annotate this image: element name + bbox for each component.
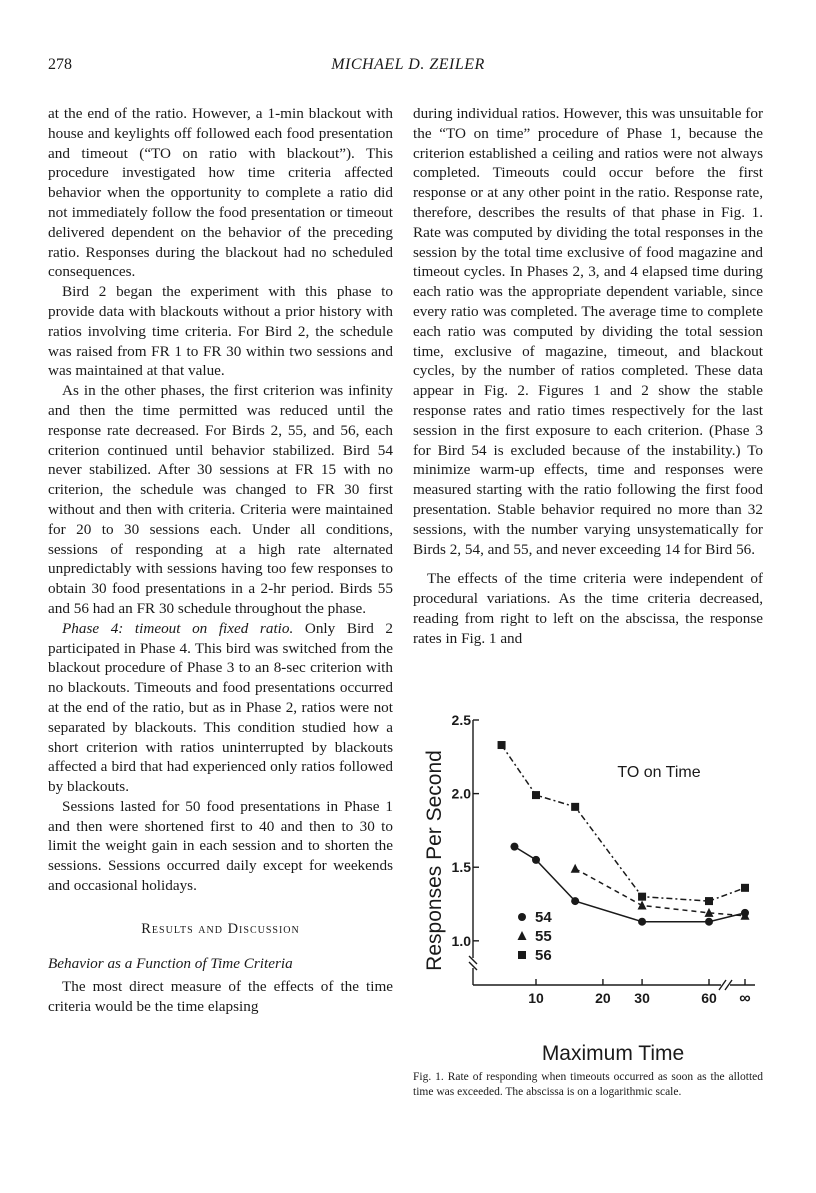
page-number: 278 (48, 56, 72, 73)
paragraph: As in the other phases, the first criterion was infinity and then the time permitted was reduced until the response rate decreased. For Birds 2, 55, and 56, each criterion continued until behavior stabilized. Bird 54 never stabilized. After 30 sessions at FR 15 with no criterion, the schedule was changed to FR 30 first without and then with criteria. Criteria were maintained for 20 to 30 sessions each. Under all conditions, sessions of responding at a high rate alternated unpredictably with sessions having too few responses to obtain 30 food presentations in a 2-hr period. Birds 55 and 56 had an FR 30 schedule throughout the phase. (48, 382, 393, 617)
legend-label-56: 56 (535, 947, 552, 964)
data-point-54 (705, 918, 713, 926)
subsection-heading: Behavior as a Function of Time Criteria (48, 954, 293, 972)
data-point-55 (705, 908, 714, 917)
phase-4-text: Only Bird 2 participated in Phase 4. This bird was switched from the blackout procedure of Phase 3 to an 8-sec criterion with no blackouts. Timeouts and food presentations occurred at the end of the ratio, but as in Phase 2, ratios were not separated by blackouts. This condition studied how a short criterion with ratios uninterrupted by blackouts affected a bird that had experienced only ratios followed by blackouts. (48, 619, 393, 796)
y-tick-label: 1.5 (451, 859, 471, 876)
data-point-55 (571, 864, 580, 873)
legend-marker-54 (518, 913, 526, 921)
x-tick-label: 20 (595, 990, 611, 1006)
running-head: MICHAEL D. ZEILER (331, 56, 485, 73)
y-axis-title: Responses Per Second (423, 750, 446, 971)
y-tick-label: 2.5 (451, 712, 471, 728)
data-point-54 (571, 897, 579, 905)
legend-label-54: 54 (535, 909, 552, 926)
phase-4-heading: Phase 4: timeout on fixed ratio. (62, 619, 294, 637)
x-axis-title: Maximum Time (541, 1042, 685, 1065)
paragraph: The most direct measure of the effects of the time criteria would be the time elapsing (48, 978, 393, 1016)
paragraph: during individual ratios. However, this was unsuitable for the “TO on time” procedure of Phase 1, because the criterion established a ceiling and ratios were not always completed. Timeouts could occur before the first response or at any other point in the ratio. Response rate, therefore, describes the results of that phase in Fig. 1. Rate was computed by dividing the total responses in the session by the total time exclusive of food magazine and timeout cycles. In Phases 2, 3, and 4 elapsed time during each ratio was the appropriate dependent variable, since every ratio was completed. The average time to complete each ratio was computed by dividing the total session time, exclusive of magazine, timeout, and blackout cycles, by the number of ratios completed. These data appear in Fig. 2. Figures 1 and 2 show the stable response rates and ratio times respectively for the last session in the first exposure to each criterion. (Phase 3 for Bird 54 is excluded because of the instability.) To minimize warm-up effects, time and responses were measured starting with the ratio following the first food presentation. Stable behavior required no more than 32 sessions, with the number varying unsystematically for Birds 2, 54, and 55, and never exceeding 14 for Bird 56. (413, 105, 763, 558)
response-rate-chart (413, 700, 763, 1070)
x-tick-label: ∞ (739, 990, 751, 1007)
data-point-56 (638, 893, 646, 901)
paragraph: at the end of the ratio. However, a 1-min blackout with house and keylights off followed each food presentation and timeout (“TO on ratio with blackout”). This procedure investigated how time criteria affected behavior when the opportunity to complete a ratio did not immediately follow the food presentation or timeout delivered dependent on the behavior of the preceding ratio. Responses during the blackout had no scheduled consequences. (48, 105, 393, 281)
data-point-54 (510, 843, 518, 851)
page-header (0, 56, 816, 80)
x-tick-label: 60 (701, 990, 717, 1006)
paragraph: Sessions lasted for 50 food presentations in Phase 1 and then were shortened first to 40 and then to 30 to limit the weight gain in each session and to shorten the sessions. Sessions occurred daily except for weekends and occasional holidays. (48, 797, 393, 895)
y-tick-label: 1.0 (451, 932, 471, 949)
paragraph (48, 619, 393, 797)
data-point-55 (638, 901, 647, 910)
paragraph: Bird 2 began the experiment with this phase to provide data with blackouts without a prior history with ratios involving time criteria. For Bird 2, the schedule was raised from FR 1 to FR 30 within two sessions and was maintained at that value. (48, 283, 393, 380)
y-tick-label: 2.0 (451, 785, 471, 802)
left-column (48, 104, 393, 1017)
right-column (413, 104, 763, 649)
data-point-56 (571, 803, 579, 811)
data-point-56 (705, 897, 713, 905)
section-heading: Results and Discussion (141, 920, 300, 937)
x-tick-label: 10 (528, 990, 544, 1006)
x-tick-label: 30 (634, 990, 650, 1006)
legend-marker-56 (518, 951, 526, 959)
figure-caption: Fig. 1. Rate of responding when timeouts occurred as soon as the allotted time was exceeded. The abscissa is on a logarithmic scale. (413, 1071, 763, 1098)
paragraph: The effects of the time criteria were independent of procedural variations. As the time criteria decreased, reading from right to left on the abscissa, the response rates in Fig. 1 and (413, 570, 763, 647)
chart-title: TO on Time (617, 764, 701, 781)
data-point-54 (638, 918, 646, 926)
data-point-56 (498, 741, 506, 749)
legend-label-55: 55 (535, 928, 552, 945)
data-point-56 (532, 791, 540, 799)
legend-marker-55 (518, 931, 527, 940)
figure-1 (413, 700, 763, 1070)
data-point-54 (532, 856, 540, 864)
data-point-56 (741, 884, 749, 892)
